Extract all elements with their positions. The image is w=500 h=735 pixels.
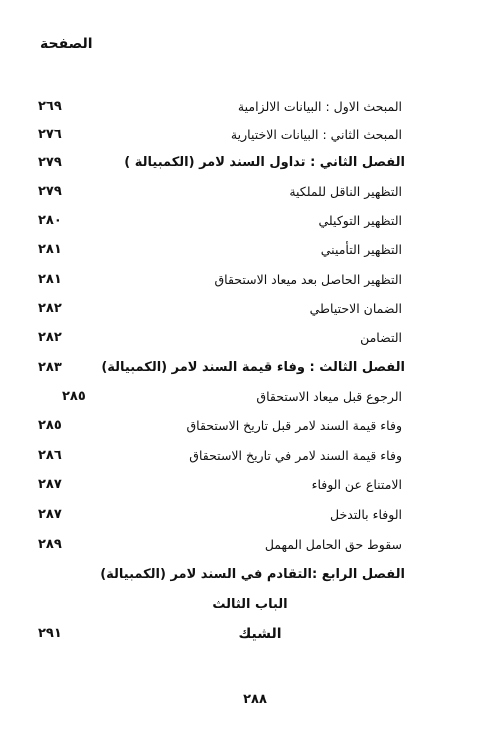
entry-page: ٢٨٢	[38, 301, 62, 316]
entry-page: ٢٧٩	[38, 155, 62, 170]
page-column-header: الصفحة	[40, 36, 93, 52]
entry-page: ٢٨٣	[38, 360, 62, 375]
entry-title: وفاء قيمة السند لامر قبل تاريخ الاستحقاق	[186, 418, 402, 433]
entry-title: الوفاء بالتدخل	[330, 507, 402, 522]
part-title: الباب الثالث	[212, 597, 288, 612]
entry-title: الرجوع قبل ميعاد الاستحقاق	[256, 389, 402, 404]
entry-page: ٢٧٩	[38, 184, 62, 199]
chapter-title: الفصل الرابع :التقادم في السند لامر (الكمبيالة)	[100, 567, 405, 582]
page-number: ٢٨٨	[243, 692, 267, 707]
toc-entry	[0, 97, 500, 117]
entry-title: التضامن	[360, 330, 402, 345]
toc-entry	[0, 416, 500, 436]
entry-title: سقوط حق الحامل المهمل	[264, 537, 402, 552]
entry-title: وفاء قيمة السند لامر في تاريخ الاستحقاق	[189, 448, 402, 463]
entry-title: التظهير التوكيلي	[318, 213, 402, 228]
entry-title: التظهير الناقل للملكية	[289, 184, 402, 199]
entry-title: الضمان الاحتياطي	[309, 301, 402, 316]
entry-page: ٢٧٦	[38, 127, 62, 142]
entry-page: ٢٦٩	[38, 99, 62, 114]
entry-title: التظهير الحاصل بعد ميعاد الاستحقاق	[214, 272, 402, 287]
entry-page: ٢٨٥	[38, 418, 62, 433]
toc-entry	[0, 475, 500, 495]
chapter-title: الفصل الثالث : وفاء قيمة السند لامر (الكمبيالة)	[101, 360, 405, 375]
toc-part-heading	[0, 595, 500, 615]
entry-title: المبحث الثاني : البيانات الاختيارية	[230, 127, 402, 142]
entry-page: ٢٨٠	[38, 213, 62, 228]
toc-entry	[0, 328, 500, 348]
entry-page: ٢٨٩	[38, 537, 62, 552]
toc-entry	[0, 125, 500, 145]
toc-entry	[0, 299, 500, 319]
entry-title: التظهير التأميني	[320, 242, 402, 257]
toc-entry	[0, 211, 500, 231]
entry-page: ٢٨٢	[38, 330, 62, 345]
toc-chapter-entry	[0, 358, 500, 378]
toc-entry	[0, 446, 500, 466]
entry-page: ٢٨٧	[38, 507, 62, 522]
section-title: الشيك	[238, 626, 282, 642]
entry-title: الامتناع عن الوفاء	[311, 477, 402, 492]
toc-entry	[0, 505, 500, 525]
entry-page: ٢٨١	[38, 242, 62, 257]
toc-chapter-entry	[0, 153, 500, 173]
toc-chapter-entry	[0, 565, 500, 585]
entry-page: ٢٨٦	[38, 448, 62, 463]
entry-page: ٢٨١	[38, 272, 62, 287]
entry-page: ٢٩١	[38, 626, 62, 641]
toc-entry	[0, 182, 500, 202]
toc-section-heading	[0, 624, 500, 644]
entry-page: ٢٨٧	[38, 477, 62, 492]
toc-entry	[0, 240, 500, 260]
chapter-title: الفصل الثاني : تداول السند لامر (الكمبيالة )	[124, 155, 405, 170]
entry-title: المبحث الاول : البيانات الالزامية	[237, 99, 402, 114]
toc-entry	[0, 535, 500, 555]
toc-entry	[0, 270, 500, 290]
entry-page: ٢٨٥	[62, 389, 86, 404]
toc-entry	[0, 387, 500, 407]
